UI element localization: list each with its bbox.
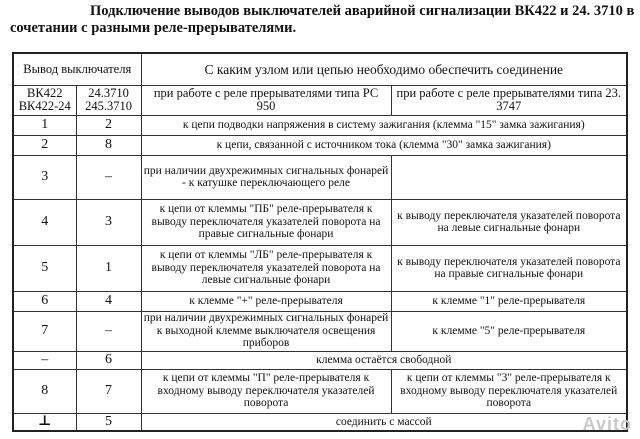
pin-b: 8 (76, 135, 141, 155)
connection-text-a: к цепи от клеммы "П" реле-прерывателя к входному выводу переключателя указателей поворота (141, 369, 391, 413)
pin-b: 1 (76, 245, 141, 291)
table-row (13, 351, 627, 369)
connection-text-a: к цепи от клеммы "ЛБ" реле-прерывателя к выводу переключателя указателей поворота на левые сигнальные фонари (141, 245, 391, 291)
connection-text-a: при наличии двухрежимных сигнальных фонарей к выходной клемме выключателя освещения приборов (141, 311, 391, 351)
connection-text-a: к цепи от клеммы "ПБ" реле-прерывателя к выводу переключателя указателей поворота на правые сигнальные фонари (141, 199, 391, 245)
connection-table (12, 52, 628, 432)
connection-text: к цепи, связанной с источником тока (клемма "30" замка зажигания) (141, 135, 627, 155)
connection-text: соединить с массой (141, 413, 627, 431)
pin-b: 5 (76, 413, 141, 431)
pin-a: 8 (13, 369, 76, 413)
table-row (13, 413, 627, 431)
table-row (13, 369, 627, 413)
watermark-logo (583, 414, 632, 435)
table-row (13, 291, 627, 311)
switch-b-header: 24.3710 245.3710 (76, 85, 141, 115)
connection-text-b (391, 155, 627, 199)
connection-text-a: при наличии двухрежимных сигнальных фонарей - к катушке переключающего реле (141, 155, 391, 199)
pin-a: 4 (13, 199, 76, 245)
pin-a: 3 (13, 155, 76, 199)
pin-a: 1 (13, 115, 76, 135)
connection-text: клемма остаётся свободной (141, 351, 627, 369)
pin-b: 7 (76, 369, 141, 413)
pin-b: 2 (76, 115, 141, 135)
connection-text-b: к клемме "5" реле-прерывателя (391, 311, 627, 351)
switch-a-header: ВК422 ВК422-24 (13, 85, 76, 115)
page-title: Подключение выводов выключателей аварийной сигнализации ВК422 и 24. 3710 в сочетании с разными реле-прерывателями. (10, 3, 635, 36)
table-row (13, 135, 627, 155)
pin-a: – (13, 351, 76, 369)
table-row (13, 155, 627, 199)
pin-b: – (76, 311, 141, 351)
connection-text-a: к клемме "+" реле-прерывателя (141, 291, 391, 311)
relay-a-header: при работе с реле прерывателями типа РС 950 (141, 85, 391, 115)
connection-text: к цепи подводки напряжения в систему зажигания (клемма "15" замка зажигания) (141, 115, 627, 135)
relay-b-header: при работе с реле прерывателями типа 23. 3747 (391, 85, 627, 115)
pin-a: 5 (13, 245, 76, 291)
pin-a: 2 (13, 135, 76, 155)
pin-a: 7 (13, 311, 76, 351)
table-row (13, 245, 627, 291)
table-row (13, 199, 627, 245)
watermark-text: Avito (582, 414, 632, 434)
connection-header: С каким узлом или цепью необходимо обеспечить соединение (141, 53, 627, 85)
connection-text-b: к клемме "1" реле-прерывателя (391, 291, 627, 311)
ground-symbol: ⊥ (13, 413, 76, 431)
table-row (13, 311, 627, 351)
pin-b: – (76, 155, 141, 199)
pin-b: 3 (76, 199, 141, 245)
table-row (13, 115, 627, 135)
connection-text-b: к выводу переключателя указателей поворота на правые сигнальные фонари (391, 245, 627, 291)
connection-text-b: к цепи от клеммы "3" реле-прерывателя к входному выводу переключателя указателей поворота (391, 369, 627, 413)
pin-a: 6 (13, 291, 76, 311)
pin-b: 4 (76, 291, 141, 311)
connection-text-b: к выводу переключателя указателей поворота на левые сигнальные фонари (391, 199, 627, 245)
pin-output-header: Вывод выключателя (13, 53, 141, 85)
pin-b: 6 (76, 351, 141, 369)
